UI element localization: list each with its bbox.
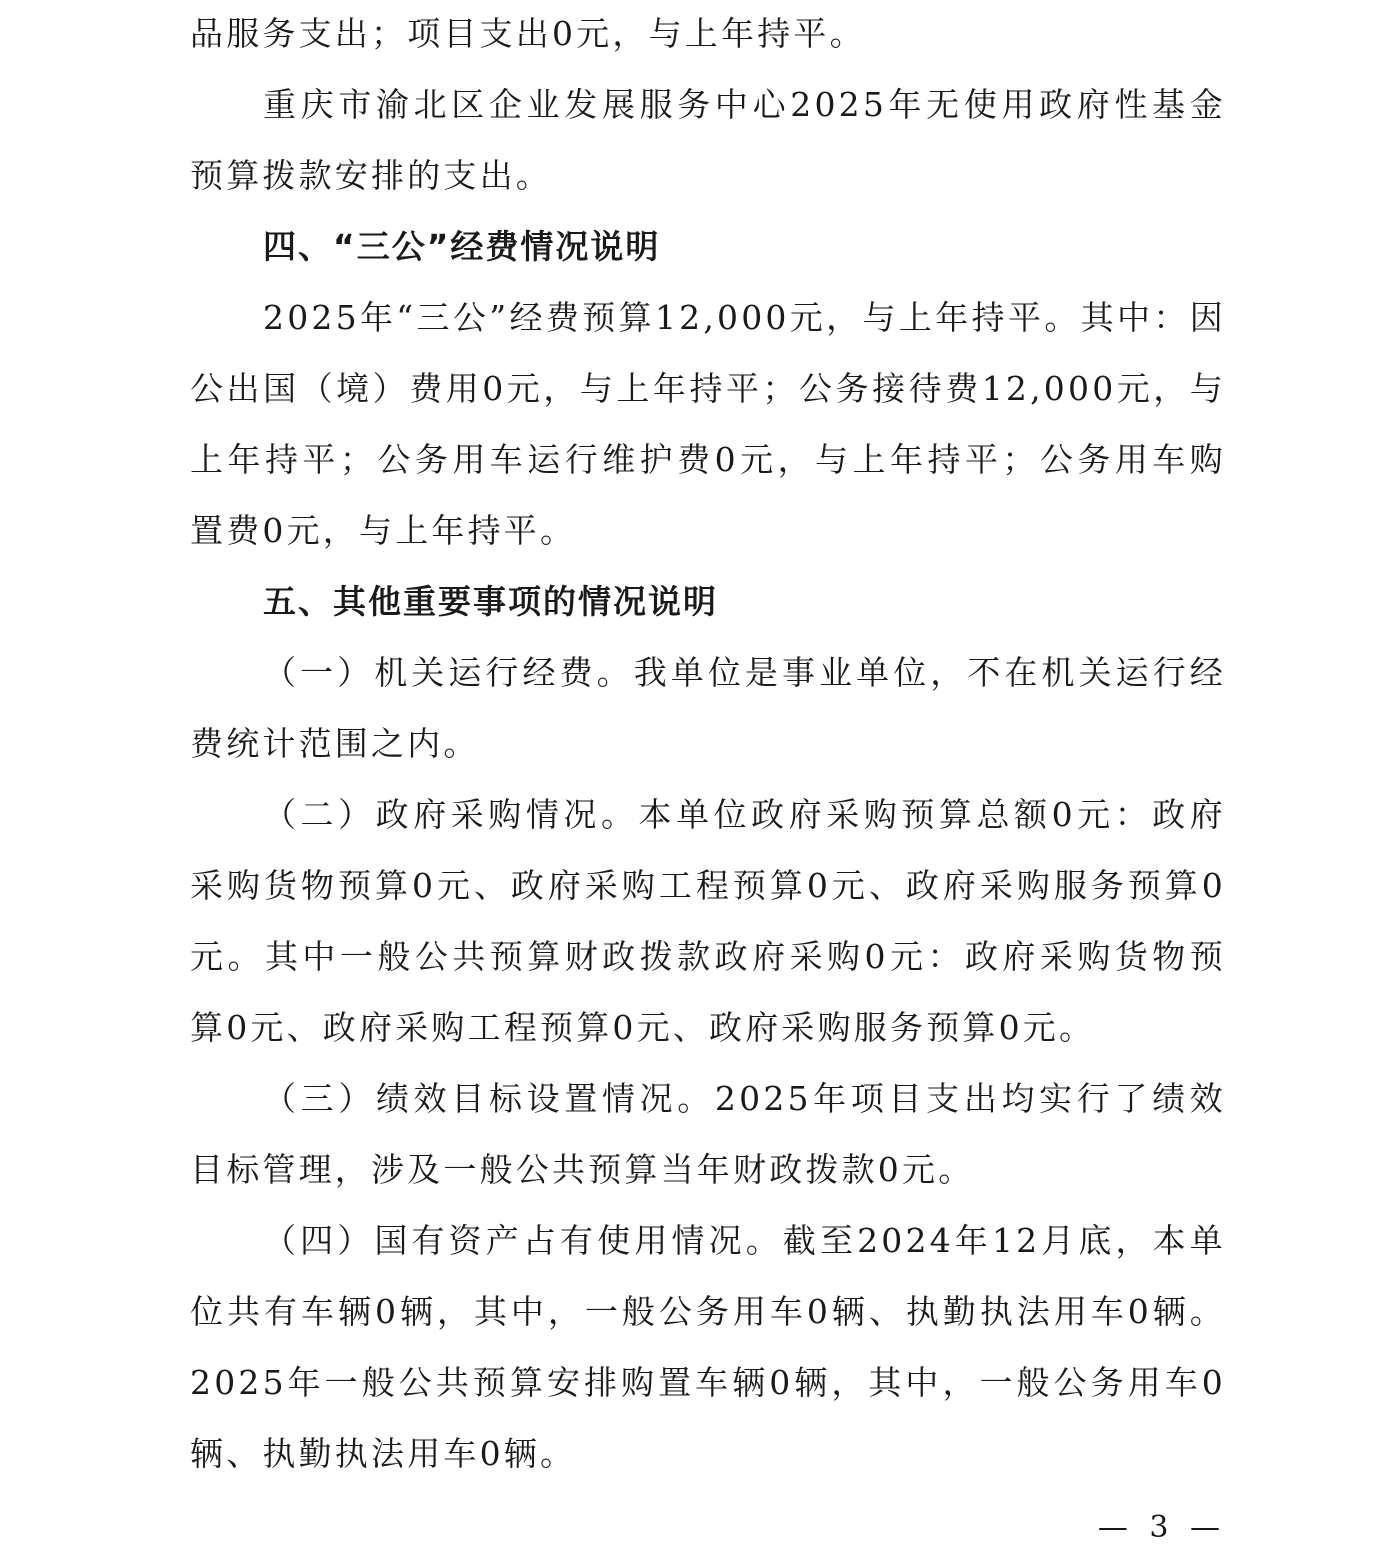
paragraph-three-public-expense: 2025年“三公”经费预算12,000元，与上年持平。其中：因公出国（境）费用0元，与上年持平；公务接待费12,000元，与上年持平；公务用车运行维护费0元，与上年持平；公务用车购置费0元，与上年持平。 [190, 298, 1226, 550]
page-number: — 3 — [1097, 1510, 1226, 1545]
paragraph-fund-budget: 重庆市渝北区企业发展服务中心2025年无使用政府性基金预算拨款安排的支出。 [190, 85, 1226, 195]
paragraph-service-expense: 品服务支出；项目支出0元，与上年持平。 [190, 14, 866, 53]
section-heading-three-public: 四、“三公”经费情况说明 [263, 227, 661, 266]
paragraph-performance-targets: （三）绩效目标设置情况。2025年项目支出均实行了绩效目标管理，涉及一般公共预算当年财政拨款0元。 [190, 1079, 1226, 1189]
paragraph-agency-operating-expense: （一）机关运行经费。我单位是事业单位，不在机关运行经费统计范围之内。 [190, 653, 1226, 763]
paragraph-state-assets: （四）国有资产占有使用情况。截至2024年12月底，本单位共有车辆0辆，其中，一般公务用车0辆、执勤执法用车0辆。2025年一般公共预算安排购置车辆0辆，其中，一般公务用车0辆、执勤执法用车0辆。 [190, 1221, 1226, 1473]
section-heading-other-matters: 五、其他重要事项的情况说明 [263, 582, 718, 621]
paragraph-government-procurement: （二）政府采购情况。本单位政府采购预算总额0元：政府采购货物预算0元、政府采购工程预算0元、政府采购服务预算0元。其中一般公共预算财政拨款政府采购0元：政府采购货物预算0元、政府采购工程预算0元、政府采购服务预算0元。 [190, 795, 1226, 1047]
document-page [190, 0, 1226, 1489]
